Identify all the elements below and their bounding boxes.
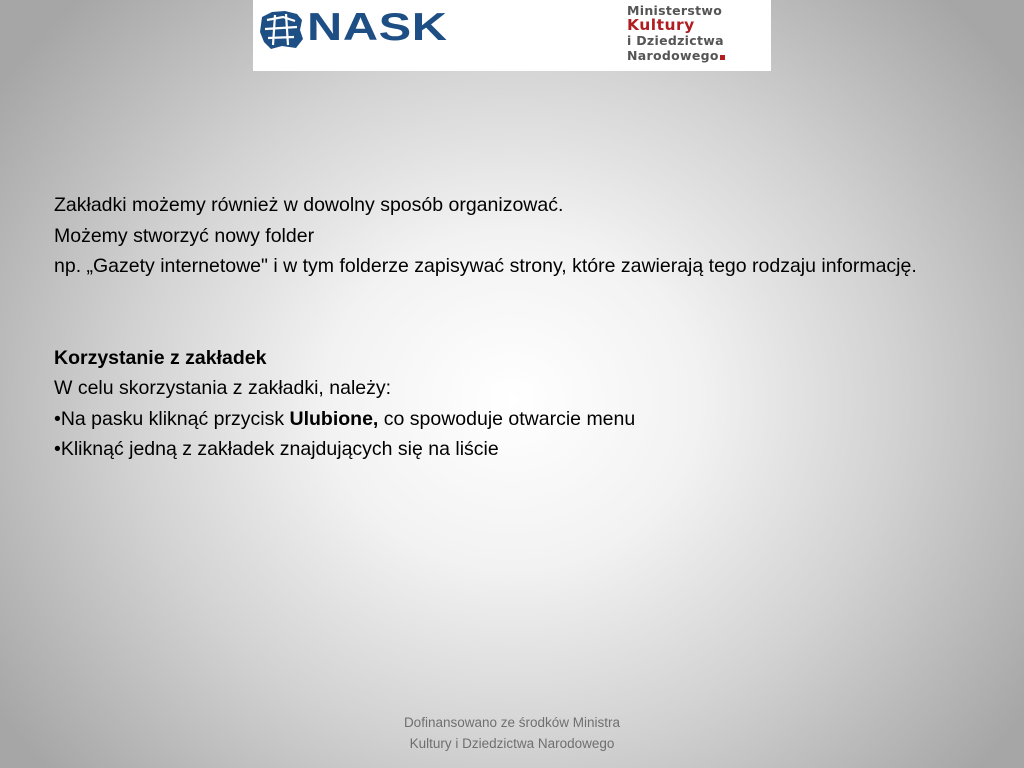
intro-text: W celu skorzystania z zakładki, należy: xyxy=(54,377,392,399)
bullet-text: •Na pasku kliknąć przycisk xyxy=(54,407,290,430)
slide-content xyxy=(54,190,984,465)
footer xyxy=(362,712,662,754)
logo-banner xyxy=(253,0,771,71)
bullet-text: co spowoduje otwarcie menu xyxy=(378,407,636,430)
footer-line: Kultury i Dziedzictwa Narodowego xyxy=(409,736,615,751)
ministry-logo-line: Ministerstwo xyxy=(627,3,723,18)
nask-wordmark: NASK xyxy=(307,6,448,49)
spacer xyxy=(54,282,984,343)
paragraph-line: np. „Gazety internetowe" i w tym folderze zapisywać strony, które zawierają tego rodzaju informację. xyxy=(54,255,917,277)
ministry-logo-line xyxy=(627,48,767,63)
ministry-logo-line: Kultury xyxy=(627,16,695,34)
paragraph-line: Możemy stworzyć nowy folder xyxy=(54,224,315,247)
footer-line: Dofinansowano ze środków Ministra xyxy=(403,715,621,730)
ministry-logo-line: i Dziedzictwa xyxy=(627,33,724,48)
ministry-dot-icon xyxy=(720,55,725,60)
bullet-item: •Kliknąć jedną z zakładek znajdujących się na liście xyxy=(54,438,499,460)
bullet-bold-text: Ulubione, xyxy=(289,407,379,430)
bullet-item xyxy=(54,404,984,435)
ministry-logo xyxy=(627,3,767,67)
poland-map-icon xyxy=(259,10,303,50)
section-heading: Korzystanie z zakładek xyxy=(54,346,267,369)
nask-logo xyxy=(259,8,499,52)
ministry-logo-line-text: Narodowego xyxy=(627,48,719,63)
paragraph-line: Zakładki możemy również w dowolny sposób organizować. xyxy=(54,194,564,216)
